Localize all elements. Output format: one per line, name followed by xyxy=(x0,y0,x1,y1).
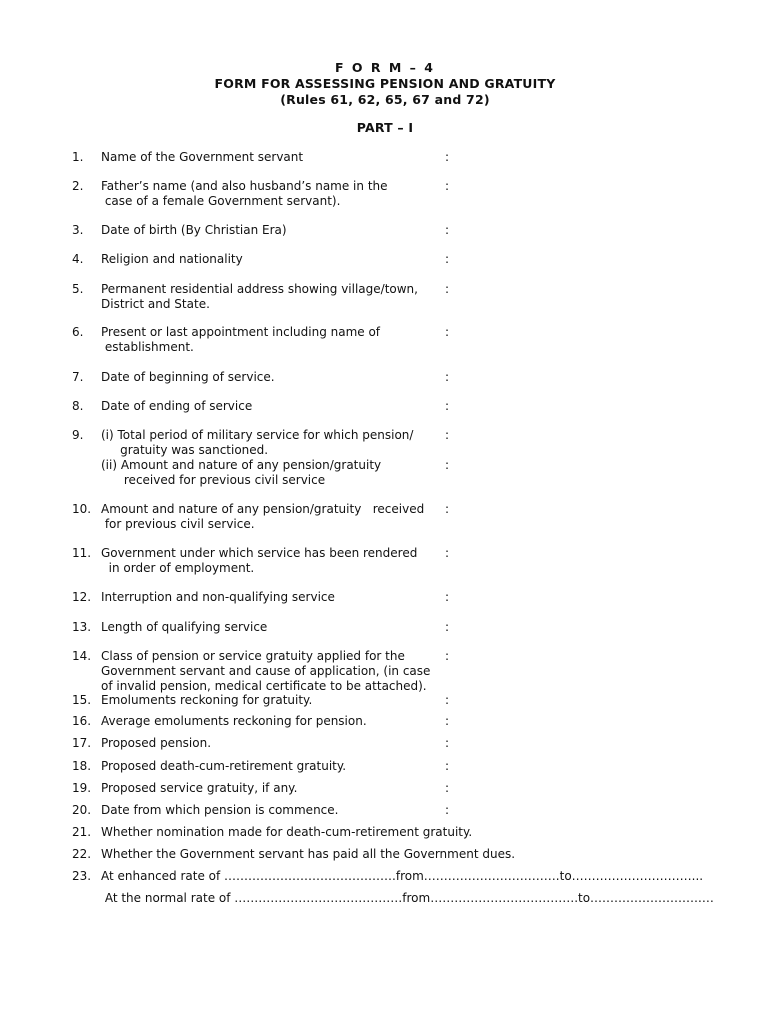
item-label xyxy=(101,891,714,906)
answer-colon: : xyxy=(445,179,450,193)
item-label-line: received for previous civil service xyxy=(101,473,326,487)
item-label xyxy=(101,325,446,355)
item-label xyxy=(101,759,446,774)
item-label xyxy=(101,693,446,708)
item-label-line: Date of ending of service xyxy=(101,399,253,413)
item-label-line: At enhanced rate of …………………………………….from…………………………….to…………………………... xyxy=(101,869,704,883)
item-label-line: Proposed pension. xyxy=(101,736,212,750)
item-label-line: in order of employment. xyxy=(101,561,255,575)
answer-colon: : xyxy=(445,649,450,663)
item-label-line: Proposed death-cum-retirement gratuity. xyxy=(101,759,347,773)
item-number: 4. xyxy=(72,252,84,266)
item-label xyxy=(101,502,446,532)
item-number: 11. xyxy=(72,546,92,560)
item-label-line: case of a female Government servant). xyxy=(101,194,341,208)
item-label xyxy=(101,736,446,751)
item-label xyxy=(101,825,661,840)
item-number: 17. xyxy=(72,736,92,750)
item-label xyxy=(101,649,446,694)
item-label-line: (i) Total period of military service for which pension/ xyxy=(101,428,414,442)
item-label xyxy=(101,546,446,576)
item-label-line: of invalid pension, medical certificate to be attached). xyxy=(101,679,427,693)
item-label xyxy=(101,458,446,488)
item-number: 6. xyxy=(72,325,84,339)
item-label xyxy=(101,252,446,267)
item-number: 9. xyxy=(72,428,84,442)
item-label-line: for previous civil service. xyxy=(101,517,255,531)
item-label xyxy=(101,179,446,209)
item-label xyxy=(101,590,446,605)
item-number: 10. xyxy=(72,502,92,516)
item-label-line: Length of qualifying service xyxy=(101,620,268,634)
item-label-line: Whether nomination made for death-cum-retirement gratuity. xyxy=(101,825,473,839)
item-label-line: establishment. xyxy=(101,340,194,354)
item-label xyxy=(101,781,446,796)
item-label-line: gratuity was sanctioned. xyxy=(101,443,269,457)
answer-colon: : xyxy=(445,693,450,707)
item-label-line: Name of the Government servant xyxy=(101,150,304,164)
answer-colon: : xyxy=(445,590,450,604)
item-number: 3. xyxy=(72,223,84,237)
item-number: 7. xyxy=(72,370,84,384)
part-heading: PART – I xyxy=(356,120,414,135)
item-number: 18. xyxy=(72,759,92,773)
item-label xyxy=(101,282,446,312)
item-number: 1. xyxy=(72,150,84,164)
answer-colon: : xyxy=(445,252,450,266)
form-number: F O R M – 4 xyxy=(335,60,435,75)
item-number: 13. xyxy=(72,620,92,634)
item-number: 15. xyxy=(72,693,92,707)
item-label xyxy=(101,803,446,818)
item-label xyxy=(101,150,446,165)
form-title: FORM FOR ASSESSING PENSION AND GRATUITY xyxy=(214,76,556,91)
item-label-line: Permanent residential address showing village/town, xyxy=(101,282,418,296)
item-label-line: Amount and nature of any pension/gratuity received xyxy=(101,502,425,516)
item-label-line: (ii) Amount and nature of any pension/gratuity xyxy=(101,458,382,472)
item-number: 22. xyxy=(72,847,92,861)
item-label-line: Emoluments reckoning for gratuity. xyxy=(101,693,313,707)
answer-colon: : xyxy=(445,150,450,164)
item-label-line: Average emoluments reckoning for pension. xyxy=(101,714,367,728)
answer-colon: : xyxy=(445,781,450,795)
answer-colon: : xyxy=(445,546,450,560)
answer-colon: : xyxy=(445,502,450,516)
item-number: 21. xyxy=(72,825,92,839)
answer-colon: : xyxy=(445,325,450,339)
item-label xyxy=(101,869,704,884)
answer-colon: : xyxy=(445,399,450,413)
answer-colon: : xyxy=(445,714,450,728)
answer-colon: : xyxy=(445,803,450,817)
item-label xyxy=(101,399,446,414)
item-label-line: Proposed service gratuity, if any. xyxy=(101,781,298,795)
answer-colon: : xyxy=(445,759,450,773)
item-label xyxy=(101,847,661,862)
item-label-line: Date of beginning of service. xyxy=(101,370,275,384)
answer-colon: : xyxy=(445,282,450,296)
item-label xyxy=(101,714,446,729)
item-number: 8. xyxy=(72,399,84,413)
item-label-line: Father’s name (and also husband’s name in the xyxy=(101,179,388,193)
item-label-line: Date from which pension is commence. xyxy=(101,803,339,817)
item-label-line: Date of birth (By Christian Era) xyxy=(101,223,287,237)
item-label xyxy=(101,370,446,385)
item-label-line: Government under which service has been rendered xyxy=(101,546,418,560)
rules-reference: (Rules 61, 62, 65, 67 and 72) xyxy=(280,92,490,107)
item-label xyxy=(101,428,446,458)
item-number: 14. xyxy=(72,649,92,663)
answer-colon: : xyxy=(445,370,450,384)
item-label xyxy=(101,620,446,635)
item-label-line: Present or last appointment including name of xyxy=(101,325,381,339)
item-label-line: Interruption and non-qualifying service xyxy=(101,590,335,604)
answer-colon: : xyxy=(445,458,450,472)
item-number: 16. xyxy=(72,714,92,728)
item-number: 12. xyxy=(72,590,92,604)
item-number: 23. xyxy=(72,869,92,883)
answer-colon: : xyxy=(445,736,450,750)
item-label-line: Class of pension or service gratuity applied for the xyxy=(101,649,405,663)
item-number: 2. xyxy=(72,179,84,193)
answer-colon: : xyxy=(445,428,450,442)
item-label-line: At the normal rate of ……………………………………from……………………………….to……………………….… xyxy=(101,891,714,905)
item-number: 20. xyxy=(72,803,92,817)
item-label-line: Whether the Government servant has paid all the Government dues. xyxy=(101,847,516,861)
item-number: 19. xyxy=(72,781,92,795)
item-number: 5. xyxy=(72,282,84,296)
answer-colon: : xyxy=(445,620,450,634)
item-label-line: District and State. xyxy=(101,297,210,311)
item-label-line: Religion and nationality xyxy=(101,252,243,266)
item-label xyxy=(101,223,446,238)
item-label-line: Government servant and cause of application, (in case xyxy=(101,664,431,678)
answer-colon: : xyxy=(445,223,450,237)
